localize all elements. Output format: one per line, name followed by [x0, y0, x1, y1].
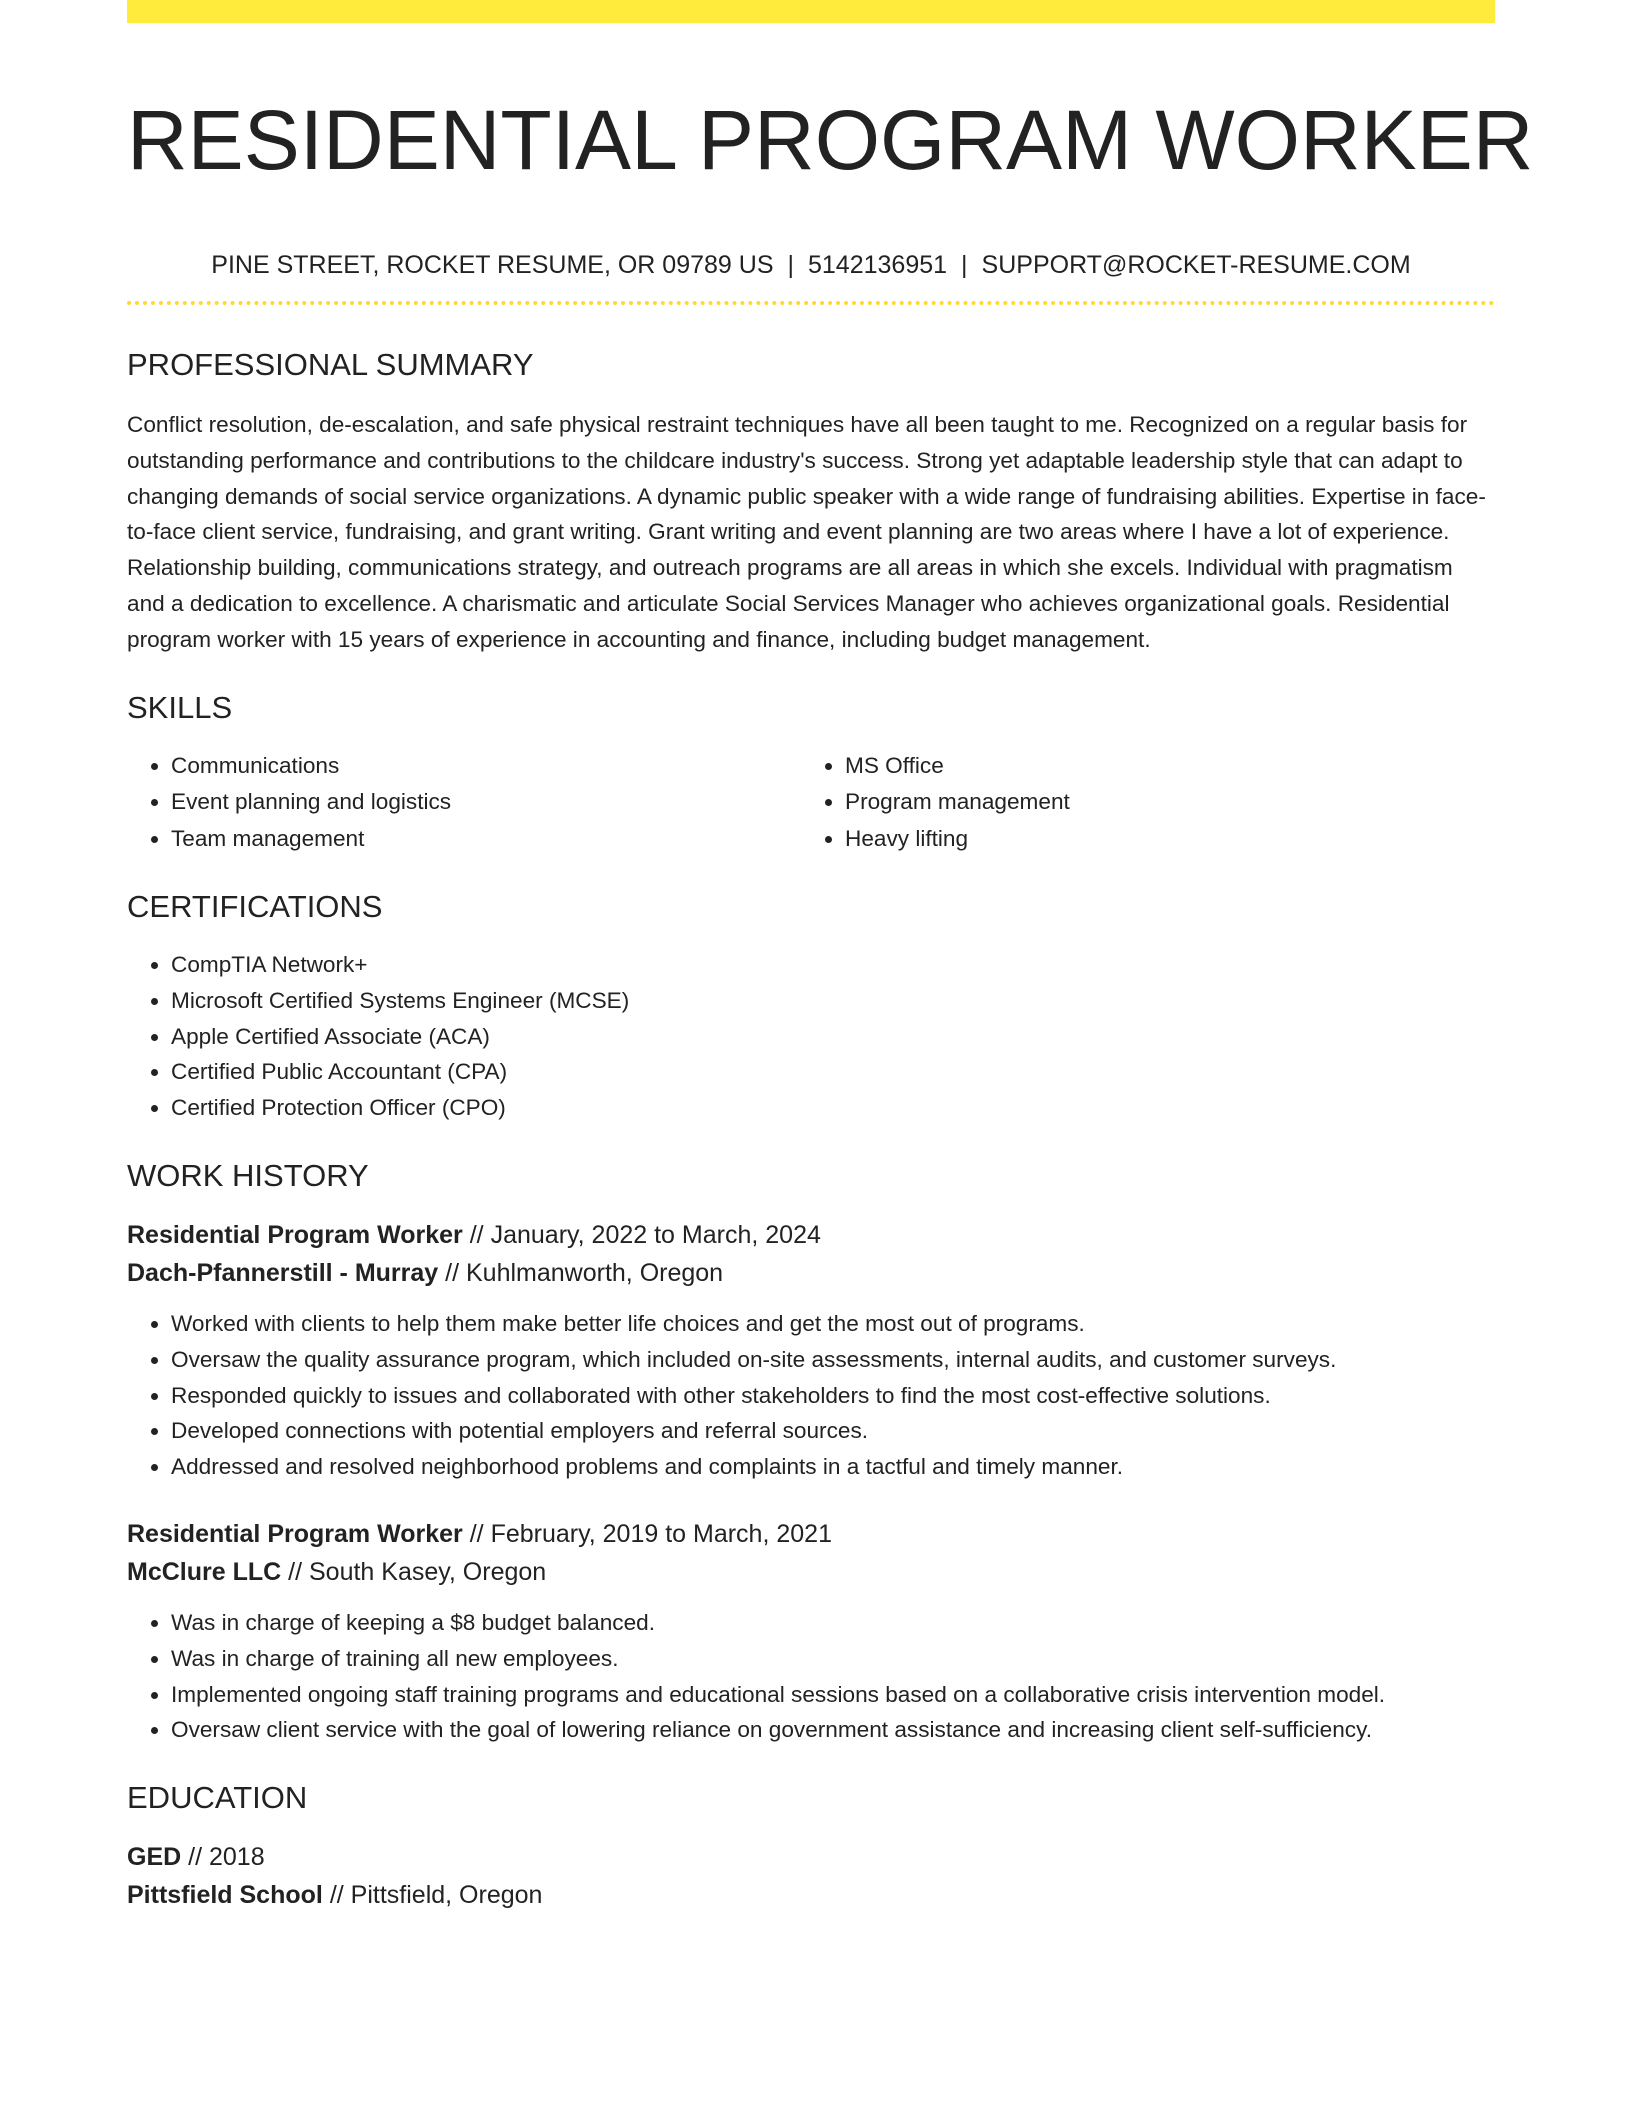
- job-company-line: [127, 1254, 1495, 1292]
- job-bullet: • Oversaw client service with the goal of lowering reliance on government assistance and increasing client self-sufficiency.: [171, 1712, 1495, 1748]
- candidate-name: RESIDENTIAL PROGRAM WORKER: [127, 93, 1534, 187]
- education-school-line: [127, 1876, 1495, 1914]
- skill-item: • Communications: [171, 748, 801, 785]
- job-bullets: [127, 1605, 1495, 1748]
- divider-slashes: //: [469, 1221, 484, 1250]
- job-bullet: • Worked with clients to help them make better life choices and get the most out of programs.: [171, 1306, 1495, 1342]
- education-degree: GED: [127, 1843, 182, 1872]
- contact-address: PINE STREET, ROCKET RESUME, OR 09789 US: [211, 251, 774, 279]
- job-entry: [127, 1515, 1495, 1748]
- skill-item: • Team management: [171, 821, 801, 858]
- education-school: Pittsfield School: [127, 1881, 323, 1910]
- certifications-list: [127, 947, 1495, 1126]
- section-heading-certifications: CERTIFICATIONS: [127, 889, 383, 925]
- dotted-divider: [127, 301, 1495, 305]
- work-history-section: [127, 1156, 1495, 1748]
- certification-item: • Microsoft Certified Systems Engineer (MCSE): [171, 983, 1495, 1019]
- job-dates: February, 2019 to March, 2021: [490, 1520, 832, 1549]
- job-title: Residential Program Worker: [127, 1520, 463, 1549]
- job-bullet: • Responded quickly to issues and collaborated with other stakeholders to find the most cost-effective solutions.: [171, 1378, 1495, 1414]
- divider-slashes: //: [288, 1558, 303, 1587]
- certification-item: • Certified Protection Officer (CPO): [171, 1090, 1495, 1126]
- job-company: McClure LLC: [127, 1558, 282, 1587]
- job-dates: January, 2022 to March, 2024: [490, 1221, 821, 1250]
- contact-phone: 5142136951: [808, 251, 948, 279]
- job-company-line: [127, 1553, 1495, 1591]
- professional-summary-section: [127, 345, 1495, 658]
- skills-list-left: [127, 748, 801, 858]
- job-location: South Kasey, Oregon: [309, 1558, 547, 1587]
- resume-content: [127, 0, 1534, 1914]
- certification-item: • Apple Certified Associate (ACA): [171, 1019, 1495, 1055]
- skill-item: • MS Office: [845, 748, 1475, 785]
- certification-item: • Certified Public Accountant (CPA): [171, 1054, 1495, 1090]
- job-bullet: • Was in charge of keeping a $8 budget balanced.: [171, 1605, 1495, 1641]
- section-heading-education: EDUCATION: [127, 1780, 308, 1816]
- skills-columns: [127, 748, 1495, 858]
- job-title-line: [127, 1515, 1495, 1553]
- contact-separator: |: [787, 251, 794, 279]
- skills-section: [127, 688, 1495, 858]
- section-heading-summary: PROFESSIONAL SUMMARY: [127, 347, 534, 382]
- education-location: Pittsfield, Oregon: [350, 1881, 543, 1910]
- accent-top-bar: [127, 0, 1495, 23]
- education-entry: [127, 1838, 1495, 1914]
- skills-list-right: [801, 748, 1475, 858]
- contact-separator: |: [961, 251, 968, 279]
- job-bullet: • Implemented ongoing staff training programs and educational sessions based on a collaborative crisis intervention model.: [171, 1677, 1495, 1713]
- job-company: Dach-Pfannerstill - Murray: [127, 1259, 439, 1288]
- divider-slashes: //: [188, 1843, 203, 1872]
- skill-item: • Heavy lifting: [845, 821, 1475, 858]
- education-year: 2018: [209, 1843, 265, 1872]
- skill-item: • Event planning and logistics: [171, 784, 801, 821]
- certification-item: • CompTIA Network+: [171, 947, 1495, 983]
- job-location: Kuhlmanworth, Oregon: [466, 1259, 724, 1288]
- job-bullet: • Developed connections with potential employers and referral sources.: [171, 1413, 1495, 1449]
- job-bullets: [127, 1306, 1495, 1485]
- summary-text: Conflict resolution, de-escalation, and safe physical restraint techniques have all been taught to me. Recognized on a regular basis for outstanding performance and contributions to the childcare industry's success. Strong yet adaptable leadership style that can adapt to changing demands of social service organizations. A dynamic public speaker with a wide range of fundraising abilities. Expertise in face-to-face client service, fundraising, and grant writing. Grant writing and event planning are two areas where I have a lot of experience. Relationship building, communications strategy, and outreach programs are all areas in which she excels. Individual with pragmatism and a dedication to excellence. A charismatic and articulate Social Services Manager who achieves organizational goals. Residential program worker with 15 years of experience in accounting and finance, including budget management.: [127, 412, 1486, 652]
- job-bullet: • Was in charge of training all new employees.: [171, 1641, 1495, 1677]
- section-heading-work-history: WORK HISTORY: [127, 1158, 369, 1194]
- job-title: Residential Program Worker: [127, 1221, 463, 1250]
- divider-slashes: //: [329, 1881, 344, 1910]
- section-heading-skills: SKILLS: [127, 689, 233, 725]
- skill-item: • Program management: [845, 784, 1475, 821]
- contact-line: [127, 248, 1495, 282]
- divider-slashes: //: [445, 1259, 460, 1288]
- job-bullet: • Oversaw the quality assurance program, which included on-site assessments, internal audits, and customer surveys.: [171, 1342, 1495, 1378]
- job-title-line: [127, 1216, 1495, 1254]
- job-bullet: • Addressed and resolved neighborhood problems and complaints in a tactful and timely manner.: [171, 1449, 1495, 1485]
- divider-slashes: //: [469, 1520, 484, 1549]
- contact-email: SUPPORT@ROCKET-RESUME.COM: [981, 251, 1411, 279]
- job-entry: [127, 1216, 1495, 1485]
- education-degree-line: [127, 1838, 1495, 1876]
- certifications-section: [127, 887, 1495, 1126]
- education-section: [127, 1778, 1495, 1914]
